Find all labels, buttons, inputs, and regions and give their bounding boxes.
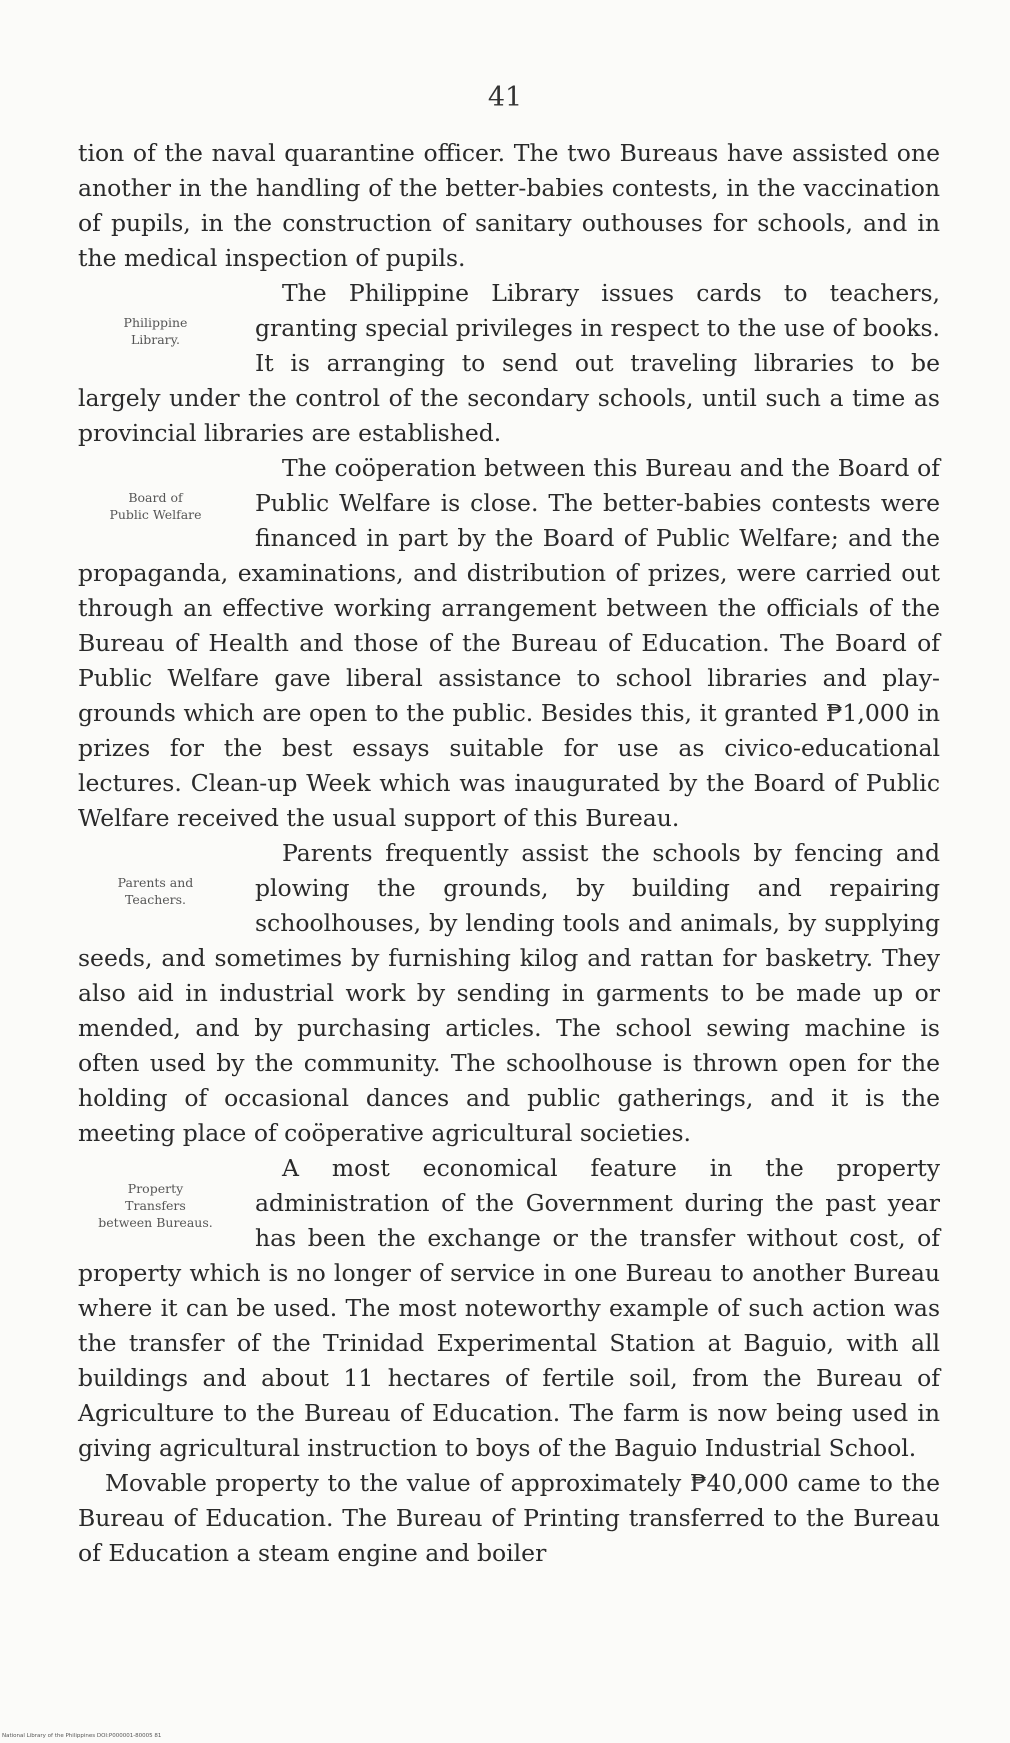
footer-credit: National Library of the Philippines DOI:P000001-80005 81 [2,1733,162,1739]
side-note-line: between Bureaus. [98,1215,213,1230]
paragraph-text: A most economical feature in the property administration of the Government during the past year has been the exchange or the transfer without cost, of property which is no longer of service in one Bureau to another Bureau where it can be used. The most noteworthy example of such action was the transfer of the Trinidad Experimental Station at Baguio, with all buildings and about 11 hectares of fertile soil, from the Bureau of Agriculture to the Bureau of Education. The farm is now being used in giving agricultural instruction to boys of the Baguio Industrial School. [78,1154,940,1462]
side-note-line: Philippine [123,314,188,330]
side-note-line: Parents and [117,874,194,890]
paragraph-text: The Philippine Library issues cards to teachers, granting special privileges in respect to the use of books. It is arranging to send out traveling libraries to be largely under the control of the secondary schools, until such a time as provincial libraries are established. [78,279,940,447]
side-note-parents-and-teachers [78,840,233,941]
body-text [78,136,940,1571]
side-note-line: Library. [130,331,181,347]
paragraph-text: Parents frequently assist the schools by fencing and plowing the grounds, by building and repairing schoolhouses, by lending tools and animals, by supplying seeds, and sometimes by furnishing kilog and rattan for basketry. They also aid in industrial work by sending in garments to be made up or mended, and by purchasing articles. The school sewing machine is often used by the community. The schoolhouse is thrown open for the holding of occasional dances and public gatherings, and it is the meeting place of coöperative agricultural societies. [78,839,940,1147]
paragraph-quarantine: tion of the naval quarantine officer. The two Bureaus have assisted one another in the handling of the better-babies contests, in the vaccination of pupils, in the construction of sanitary outhouses for schools, and in the medical inspection of pupils. [78,139,940,272]
side-note-property-transfers [78,1155,233,1256]
side-note-line: Transfers [125,1198,186,1213]
side-note-line: Public Welfare [109,506,202,522]
paragraph-text: The coöperation between this Bureau and the Board of Public Welfare is close. The better-babies contests were financed in part by the Board of Public Welfare; and the propaganda, examinations, and distribution of prizes, were carried out through an effective working arrangement between the officials of the Bureau of Health and those of the Bureau of Education. The Board of Public Welfare gave liberal assistance to school libraries and playgrounds which are open to the public. Besides this, it granted ₱1,000 in prizes for the best essays suitable for use as civico-educational lectures. Clean-up Week which was inaugurated by the Board of Public Welfare received the usual support of this Bureau. [78,454,940,832]
side-note-line: Board of [128,489,183,505]
paragraph-philippine-library [78,276,940,451]
paragraph-board-of-public-welfare [78,451,940,836]
side-note-board-of-public-welfare [78,455,233,556]
paragraph-movable-property: Movable property to the value of approximately ₱40,000 came to the Bureau of Education. The Bureau of Printing transferred to the Bureau of Education a steam engine and boiler [78,1469,940,1567]
paragraph-parents-and-teachers [78,836,940,1151]
page-number: 41 [487,82,523,113]
paragraph-property-transfers [78,1151,940,1466]
side-note-line: Property [127,1181,184,1196]
side-note-line: Teachers. [124,891,187,907]
side-note-philippine-library [78,280,233,381]
